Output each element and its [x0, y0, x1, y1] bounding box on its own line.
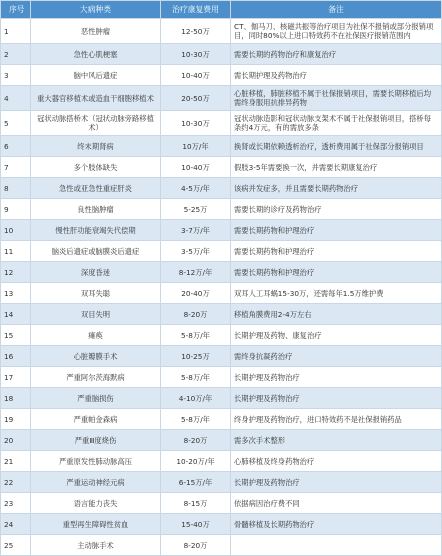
disease-name: 良性脑肿瘤 — [31, 199, 161, 220]
header-treatment-cost: 治疗康复费用 — [161, 1, 231, 19]
table-row — [1, 262, 442, 283]
remark: 骨髓移植及长期药物治疗 — [231, 514, 442, 535]
table-row — [1, 44, 442, 65]
remark: 长期护理及药物治疗 — [231, 472, 442, 493]
table-row — [1, 220, 442, 241]
remark: 长期护理及药物、康复治疗 — [231, 325, 442, 346]
disease-name: 双目失明 — [31, 304, 161, 325]
table-row — [1, 535, 442, 556]
table-header — [1, 1, 442, 19]
table-row — [1, 472, 442, 493]
treatment-cost: 10-40万 — [161, 157, 231, 178]
disease-name: 双耳失聪 — [31, 283, 161, 304]
remark: 该病并发症多，并且需要长期药物治疗 — [231, 178, 442, 199]
disease-name: 急性心肌梗塞 — [31, 44, 161, 65]
disease-name: 恶性肿瘤 — [31, 19, 161, 44]
row-number: 3 — [1, 65, 31, 86]
remark: 双耳人工耳蜗15-30万，还需每年1.5万维护费 — [231, 283, 442, 304]
treatment-cost: 20-50万 — [161, 86, 231, 111]
remark: 依据病因治疗费不同 — [231, 493, 442, 514]
treatment-cost: 3-5万/年 — [161, 241, 231, 262]
disease-name: 多个肢体缺失 — [31, 157, 161, 178]
header-number: 序号 — [1, 1, 31, 19]
table-row — [1, 514, 442, 535]
treatment-cost: 10-30万 — [161, 111, 231, 136]
disease-name: 严重脑损伤 — [31, 388, 161, 409]
table-row — [1, 178, 442, 199]
remark: 长期护理及药物治疗 — [231, 367, 442, 388]
remark: 冠状动脉造影和冠状动脉支架术不属于社保报销项目，搭桥每条约4万元，有的需放多条 — [231, 111, 442, 136]
table-row — [1, 19, 442, 44]
table-row — [1, 451, 442, 472]
table-row — [1, 346, 442, 367]
table-row — [1, 493, 442, 514]
treatment-cost: 8-15万 — [161, 493, 231, 514]
row-number: 18 — [1, 388, 31, 409]
row-number: 6 — [1, 136, 31, 157]
treatment-cost: 10-25万 — [161, 346, 231, 367]
table-row — [1, 157, 442, 178]
disease-name: 严重帕金森病 — [31, 409, 161, 430]
remark: 换肾或长期依赖透析治疗，透析费用属于社保部分报销项目 — [231, 136, 442, 157]
remark: 需要长期的诊疗及药物治疗 — [231, 199, 442, 220]
remark: CT、伽马刀、核磁共振等治疗项目为社保不报销或部分报销项目，同时80%以上进口特效药不在社保医疗报销范围内 — [231, 19, 442, 44]
treatment-cost: 10-40万 — [161, 65, 231, 86]
disease-name: 脑中风后遗症 — [31, 65, 161, 86]
remark: 需要长期药物和护理治疗 — [231, 262, 442, 283]
row-number: 12 — [1, 262, 31, 283]
treatment-cost: 5-8万/年 — [161, 367, 231, 388]
treatment-cost: 15-40万 — [161, 514, 231, 535]
treatment-cost: 20-40万 — [161, 283, 231, 304]
row-number: 24 — [1, 514, 31, 535]
row-number: 15 — [1, 325, 31, 346]
row-number: 8 — [1, 178, 31, 199]
disease-name: 深度昏迷 — [31, 262, 161, 283]
treatment-cost: 8-12万/年 — [161, 262, 231, 283]
row-number: 1 — [1, 19, 31, 44]
remark: 需多次手术整形 — [231, 430, 442, 451]
row-number: 9 — [1, 199, 31, 220]
table-row — [1, 367, 442, 388]
disease-name: 心脏瓣膜手术 — [31, 346, 161, 367]
remark: 需终身抗凝药治疗 — [231, 346, 442, 367]
table-row — [1, 304, 442, 325]
disease-name: 语言能力丧失 — [31, 493, 161, 514]
disease-name: 脑炎后遗症或脑膜炎后遗症 — [31, 241, 161, 262]
remark: 心脏移植，肺脏移植不属于社保报销项目，需要长期移植后均需终身服用抗排异药物 — [231, 86, 442, 111]
treatment-cost: 12-50万 — [161, 19, 231, 44]
row-number: 25 — [1, 535, 31, 556]
treatment-cost: 5-8万/年 — [161, 325, 231, 346]
row-number: 5 — [1, 111, 31, 136]
table-row — [1, 241, 442, 262]
row-number: 23 — [1, 493, 31, 514]
remark: 心肺移植及终身药物治疗 — [231, 451, 442, 472]
table-row — [1, 86, 442, 111]
row-number: 17 — [1, 367, 31, 388]
remark: 假肢3-5年需要换一次，并需要长期康复治疗 — [231, 157, 442, 178]
disease-name: 重大器官移植术或造血干细胞移植术 — [31, 86, 161, 111]
disease-name: 慢性肝功能衰竭失代偿期 — [31, 220, 161, 241]
treatment-cost: 4-10万/年 — [161, 388, 231, 409]
header-row — [1, 1, 442, 19]
table-row — [1, 136, 442, 157]
remark: 需要长期药物和护理治疗 — [231, 220, 442, 241]
treatment-cost: 8-20万 — [161, 430, 231, 451]
treatment-cost: 8-20万 — [161, 304, 231, 325]
table-row — [1, 65, 442, 86]
disease-name: 严重Ⅲ度烧伤 — [31, 430, 161, 451]
treatment-cost: 3-7万/年 — [161, 220, 231, 241]
row-number: 20 — [1, 430, 31, 451]
row-number: 16 — [1, 346, 31, 367]
remark — [231, 535, 442, 556]
disease-name: 严重运动神经元病 — [31, 472, 161, 493]
table-body — [1, 19, 442, 556]
table-row — [1, 111, 442, 136]
remark: 终身护理及药物治疗，进口特效药不是社保报销药品 — [231, 409, 442, 430]
row-number: 13 — [1, 283, 31, 304]
row-number: 19 — [1, 409, 31, 430]
header-remarks: 备注 — [231, 1, 442, 19]
row-number: 21 — [1, 451, 31, 472]
row-number: 22 — [1, 472, 31, 493]
row-number: 4 — [1, 86, 31, 111]
row-number: 11 — [1, 241, 31, 262]
remark: 需要长期的药物治疗和康复治疗 — [231, 44, 442, 65]
remark: 需长期护理及药物治疗 — [231, 65, 442, 86]
disease-name: 冠状动脉搭桥术（冠状动脉旁路移植术） — [31, 111, 161, 136]
treatment-cost: 10-20万/年 — [161, 451, 231, 472]
treatment-cost: 10-30万 — [161, 44, 231, 65]
treatment-cost: 5-8万/年 — [161, 409, 231, 430]
remark: 需要长期药物和护理治疗 — [231, 241, 442, 262]
table-row — [1, 325, 442, 346]
disease-name: 重型再生障碍性贫血 — [31, 514, 161, 535]
remark: 长期护理及药物治疗 — [231, 388, 442, 409]
row-number: 7 — [1, 157, 31, 178]
treatment-cost: 4-5万/年 — [161, 178, 231, 199]
treatment-cost: 6-15万/年 — [161, 472, 231, 493]
disease-name: 急性或亚急性重症肝炎 — [31, 178, 161, 199]
row-number: 14 — [1, 304, 31, 325]
treatment-cost: 8-20万 — [161, 535, 231, 556]
disease-name: 终末期肾病 — [31, 136, 161, 157]
table-row — [1, 388, 442, 409]
disease-name: 瘫痪 — [31, 325, 161, 346]
table-row — [1, 409, 442, 430]
disease-name: 严重阿尔茨海默病 — [31, 367, 161, 388]
treatment-cost: 10万/年 — [161, 136, 231, 157]
table-row — [1, 430, 442, 451]
disease-name: 主动脉手术 — [31, 535, 161, 556]
table-row — [1, 199, 442, 220]
remark: 移植角膜费用2-4万左右 — [231, 304, 442, 325]
row-number: 2 — [1, 44, 31, 65]
table-row — [1, 283, 442, 304]
disease-name: 严重原发性肺动脉高压 — [31, 451, 161, 472]
treatment-cost: 5-25万 — [161, 199, 231, 220]
header-disease-type: 大病种类 — [31, 1, 161, 19]
row-number: 10 — [1, 220, 31, 241]
